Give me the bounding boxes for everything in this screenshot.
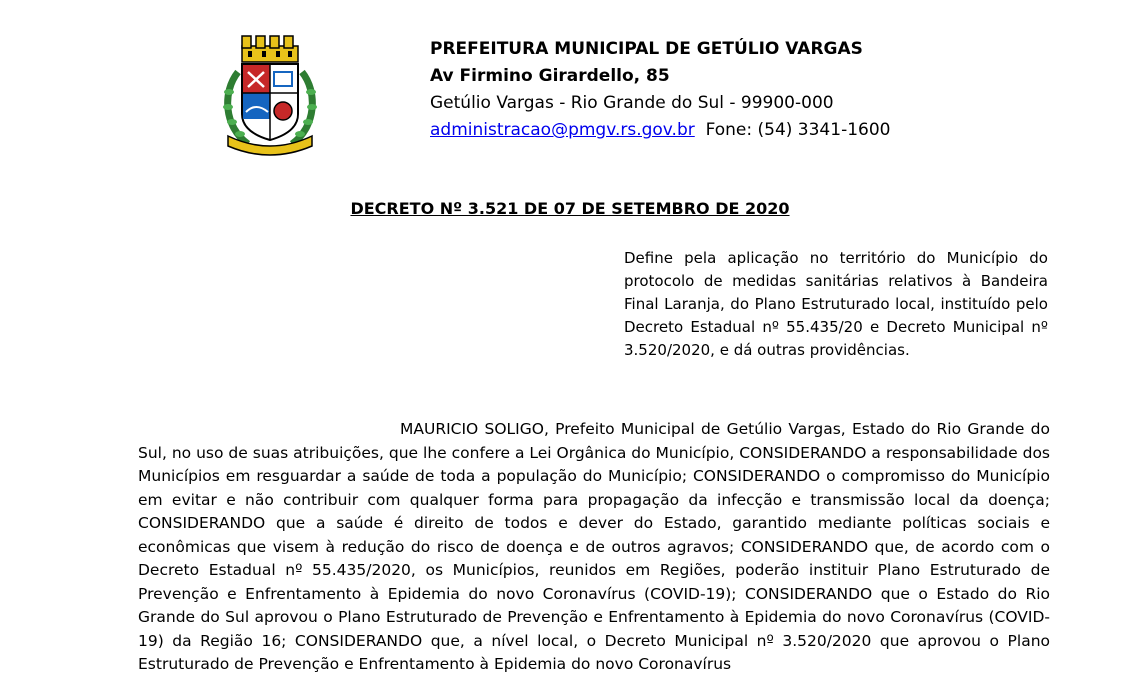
ementa-text: Define pela aplicação no território do Município do protocolo de medidas sanitárias relativos à Bandeira Final Laranja, do Plano Estruturado local, instituído pelo Decreto Estadual nº 55.435/20 e Decreto Municipal nº 3.520/2020, e dá outras providências. [624,249,1048,359]
email-link[interactable]: administracao@pmgv.rs.gov.br [430,120,695,140]
decree-body-text: MAURICIO SOLIGO, Prefeito Municipal de Getúlio Vargas, Estado do Rio Grande do Sul, no uso de suas atribuições, que lhe confere a Lei Orgânica do Município, CONSIDERANDO a responsabilidade dos Municípios em resguardar a saúde de toda a população do Município; CONSIDERANDO o compromisso do Município em evitar e não contribuir com qualquer forma para propagação da infecção e transmissão local da doença; CONSIDERANDO que a saúde é direito de todos e dever do Estado, garantido mediante políticas sociais e econômicas que visem à redução do risco de doença e de outros agravos; CONSIDERANDO que, de acordo com o Decreto Estadual nº 55.435/2020, os Municípios, reunidos em Regiões, poderão instituir Plano Estruturado de Prevenção e Enfrentamento à Epidemia do novo Coronavírus (COVID-19); CONSIDERANDO que o Estado do Rio Grande do Sul aprovou o Plano Estruturado de Prevenção e Enfrentamento à Epidemia do novo Coronavírus (COVID-19) da Região 16; CONSIDERANDO que, a nível local, o Decreto Municipal nº 3.520/2020 que aprovou o Plano Estruturado de Prevenção e Enfrentamento à Epidemia do novo Coronavírus [138,420,1050,673]
letterhead [430,36,950,144]
decree-title: DECRETO Nº 3.521 DE 07 DE SETEMBRO DE 2020 [350,199,790,218]
org-name: PREFEITURA MUNICIPAL DE GETÚLIO VARGAS [430,39,863,59]
municipal-coat-of-arms-icon [218,32,322,156]
contact-line [430,117,950,144]
phone: Fone: (54) 3341-1600 [705,120,891,140]
city-line: Getúlio Vargas - Rio Grande do Sul - 99900-000 [430,93,834,113]
address: Av Firmino Girardello, 85 [430,66,670,86]
